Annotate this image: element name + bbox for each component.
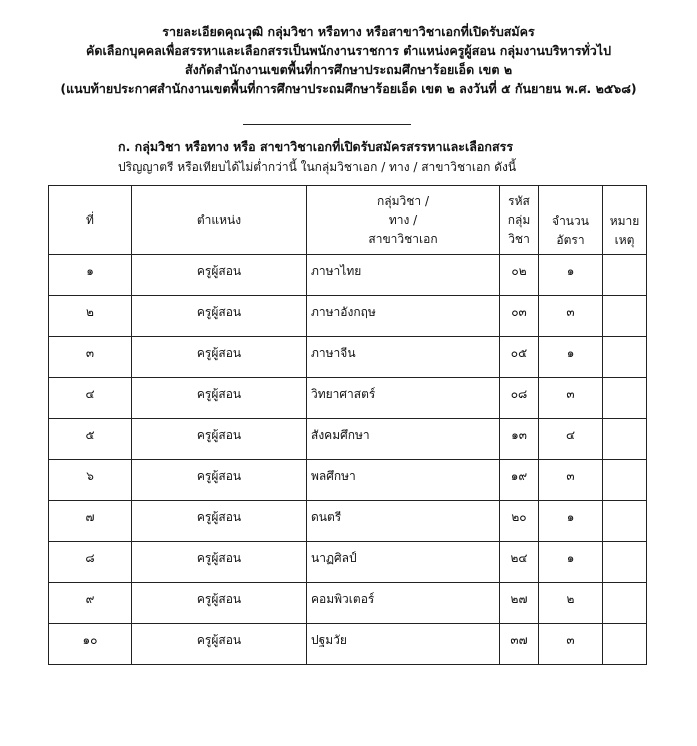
row-number: ๔ [49,378,132,419]
row-position: ครูผู้สอน [132,255,307,296]
table-row [49,583,647,624]
row-subject: นาฏศิลป์ [307,542,500,583]
table-row [49,296,647,337]
positions-table [48,185,647,665]
row-quantity: ๓ [539,378,603,419]
section-subtitle: ปริญญาตรี หรือเทียบได้ไม่ต่ำกว่านี้ ในกลุ่มวิชาเอก / ทาง / สาขาวิชาเอก ดังนี้ [118,160,517,174]
row-position: ครูผู้สอน [132,624,307,665]
table-row [49,419,647,460]
table-header-row [49,186,647,255]
table-row [49,460,647,501]
row-number: ๑ [49,255,132,296]
header-subject-line2: ทาง / [388,212,418,227]
row-position: ครูผู้สอน [132,583,307,624]
row-note [603,378,647,419]
row-code: ๒๐ [500,501,539,542]
header-code-line2: กลุ่ม [507,212,531,227]
row-position: ครูผู้สอน [132,501,307,542]
row-code: ๐๒ [500,255,539,296]
row-subject: ภาษาไทย [307,255,500,296]
row-quantity: ๑ [539,337,603,378]
row-note [603,542,647,583]
row-number: ๘ [49,542,132,583]
header-title-line: รายละเอียดคุณวุฒิ กลุ่มวิชา หรือทาง หรือสาขาวิชาเอกที่เปิดรับสมัคร [162,24,535,39]
row-position: ครูผู้สอน [132,337,307,378]
row-position: ครูผู้สอน [132,419,307,460]
row-note [603,460,647,501]
row-code: ๐๓ [500,296,539,337]
row-quantity: ๑ [539,542,603,583]
header-code-line1: รหัส [508,193,530,208]
table-row [49,378,647,419]
row-note [603,296,647,337]
row-number: ๙ [49,583,132,624]
row-quantity: ๓ [539,460,603,501]
row-number: ๑๐ [49,624,132,665]
row-subject: คอมพิวเตอร์ [307,583,500,624]
row-note [603,419,647,460]
row-code: ๐๘ [500,378,539,419]
row-note [603,501,647,542]
row-quantity: ๑ [539,255,603,296]
document-header [0,22,697,98]
row-note [603,624,647,665]
row-note [603,583,647,624]
row-code: ๐๕ [500,337,539,378]
row-code: ๓๗ [500,624,539,665]
header-subject-line3: สาขาวิชาเอก [368,231,438,246]
header-recruitment-line: คัดเลือกบุคคลเพื่อสรรหาและเลือกสรรเป็นพนักงานราชการ ตำแหน่งครูผู้สอน กลุ่มงานบริหารทั่วไป [85,43,612,58]
table-row [49,255,647,296]
header-subject [307,186,500,255]
header-quantity-line1: จำนวน [552,214,589,228]
row-number: ๖ [49,460,132,501]
row-position: ครูผู้สอน [132,460,307,501]
table-row [49,542,647,583]
row-code: ๒๔ [500,542,539,583]
row-code: ๒๗ [500,583,539,624]
header-annex-line: (แนบท้ายประกาศสำนักงานเขตพื้นที่การศึกษาประถมศึกษาร้อยเอ็ด เขต ๒ ลงวันที่ ๕ กันยายน พ.ศ. ๒๕๖๘) [60,81,637,96]
row-subject: ดนตรี [307,501,500,542]
row-quantity: ๑ [539,501,603,542]
table-row [49,337,647,378]
header-quantity [539,186,603,255]
row-subject: ภาษาจีน [307,337,500,378]
header-position: ตำแหน่ง [132,186,307,255]
row-quantity: ๓ [539,296,603,337]
header-code [500,186,539,255]
table-row [49,501,647,542]
row-note [603,337,647,378]
header-no: ที่ [49,186,132,255]
header-divider [243,124,411,125]
row-position: ครูผู้สอน [132,542,307,583]
table-row [49,624,647,665]
row-subject: พลศึกษา [307,460,500,501]
header-quantity-line2: อัตรา [556,233,585,247]
header-note-line2: เหตุ [614,233,635,247]
row-quantity: ๒ [539,583,603,624]
row-subject: ภาษาอังกฤษ [307,296,500,337]
row-quantity: ๔ [539,419,603,460]
row-subject: ปฐมวัย [307,624,500,665]
header-code-line3: วิชา [508,231,530,246]
row-subject: สังคมศึกษา [307,419,500,460]
row-number: ๒ [49,296,132,337]
header-affiliation-line: สังกัดสำนักงานเขตพื้นที่การศึกษาประถมศึกษาร้อยเอ็ด เขต ๒ [184,62,513,77]
row-subject: วิทยาศาสตร์ [307,378,500,419]
row-number: ๕ [49,419,132,460]
row-position: ครูผู้สอน [132,378,307,419]
row-code: ๑๙ [500,460,539,501]
row-number: ๗ [49,501,132,542]
row-note [603,255,647,296]
header-note [603,186,647,255]
row-position: ครูผู้สอน [132,296,307,337]
header-note-line1: หมาย [609,214,640,228]
section-title: ก. กลุ่มวิชา หรือทาง หรือ สาขาวิชาเอกที่เปิดรับสมัครสรรหาและเลือกสรร [118,139,514,154]
row-quantity: ๓ [539,624,603,665]
row-code: ๑๓ [500,419,539,460]
row-number: ๓ [49,337,132,378]
header-subject-line1: กลุ่มวิชา / [376,193,429,208]
